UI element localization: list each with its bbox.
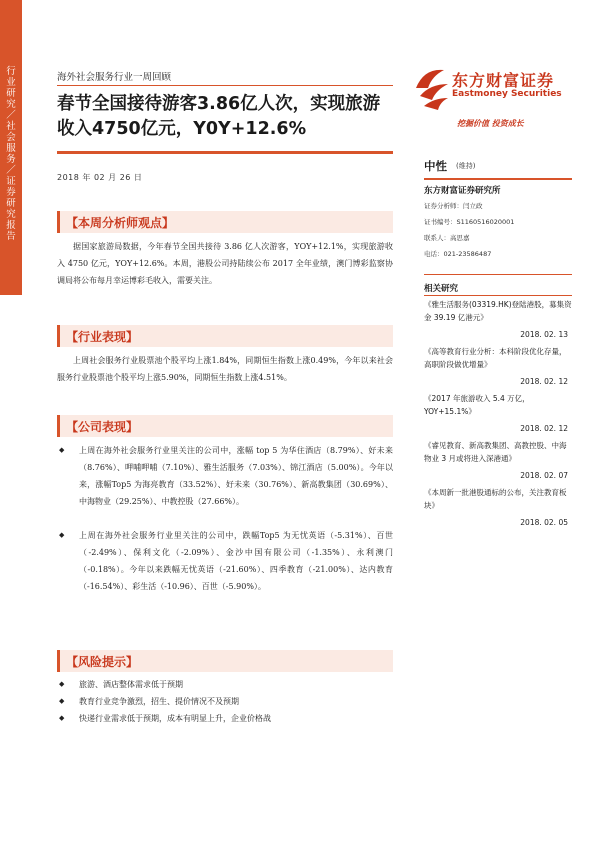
section-risk (57, 650, 393, 672)
side-vertical-text: 行业研究／社会服务／证券研究报告 (6, 66, 16, 242)
related-date: 2018. 02. 12 (520, 377, 568, 386)
related-rule (424, 295, 572, 296)
related-title: 相关研究 (424, 284, 459, 294)
related-item[interactable]: 《睿见教育、新高教集团、高教控股、中海物业 3 月或将进入深港通》 (424, 441, 567, 463)
header-rule (57, 85, 393, 86)
cert-number: 证书编号：S1160516020001 (424, 218, 515, 226)
section-title: 【公司表现】 (66, 420, 139, 434)
report-type: 海外社会服务行业一周回顾 (57, 72, 172, 83)
phone-number: 电话：021-23586487 (424, 250, 492, 258)
diamond-bullet-icon: ◆ (59, 714, 65, 722)
related-item[interactable]: 《本周新一批港股通标的公布，关注教育板块》 (424, 488, 567, 510)
risk-bullet (57, 710, 393, 727)
related-item[interactable]: 《高等教育行业分析：本科阶段优化存量，高职阶段做优增量》 (424, 347, 567, 369)
logo-name-cn: 东方财富证券 (452, 71, 555, 90)
rating-sub: (维持) (456, 162, 476, 170)
section-title: 【行业表现】 (66, 330, 139, 344)
related-date: 2018. 02. 12 (520, 424, 568, 433)
analyst-name: 证券分析师：闫立政 (424, 202, 483, 210)
diamond-bullet-icon: ◆ (59, 697, 65, 705)
related-date: 2018. 02. 13 (520, 330, 568, 339)
section-analyst-view (57, 211, 393, 233)
industry-text: 上周社会服务行业股票池个股平均上涨1.84%，同期恒生指数上涨0.49%，今年以来社会服务行业股票池个股平均上涨5.90%，同期恒生指数上涨4.51%。 (57, 356, 393, 382)
section-title: 【风险提示】 (66, 655, 139, 669)
related-item[interactable]: 《雅生活服务(03319.HK)登陆港股，募集资金 39.19 亿港元》 (424, 300, 572, 322)
risk-bullet (57, 676, 393, 693)
related-item[interactable]: 《2017 年旅游收入 5.4 万亿，YOY+15.1%》 (424, 394, 530, 416)
related-date: 2018. 02. 05 (520, 518, 568, 527)
bullet-text: 上周在海外社会服务行业里关注的公司中，涨幅 top 5 为华住酒店（8.79%）、好未来（8.76%）、呷哺呷哺（7.10%）、雅生活服务（7.03%）、锦江酒店（5.00%）。今年以来，涨幅Top5 为海亮教育（33.52%）、好未来（30.76%）、新高教集团（30.69%）、中海物业（29.25%）、中教控股（27.66%）。 (79, 446, 393, 506)
diamond-bullet-icon: ◆ (59, 680, 65, 688)
report-date: 2018 年 02 月 26 日 (57, 173, 143, 182)
rating-label: 中性 (424, 159, 447, 173)
risk-bullet (57, 693, 393, 710)
bullet-text: 旅游、酒店整体需求低于预期 (79, 680, 183, 689)
bullet-text: 教育行业竞争激烈，招生、提价情况不及预期 (79, 697, 239, 706)
bullet-text: 快递行业需求低于预期，成本有明显上升，企业价格战 (79, 714, 271, 723)
page-title: 春节全国接待游客3.86亿人次，实现旅游收入4750亿元，Y0Y+12.6% (57, 94, 381, 139)
section-company (57, 415, 393, 437)
title-rule (57, 151, 393, 154)
rating-rule (424, 178, 572, 180)
bullet-text: 上周在海外社会服务行业里关注的公司中，跌幅Top5 为无忧英语（-5.31%）、百世（-2.49%）、保利文化（-2.09%）、金沙中国有限公司（-1.35%）、永利澳门（-0.18%）。今年以来跌幅无忧英语（-21.60%）、四季教育（-21.00%）、达内教育（-16.54%）、彩生活（-10.96）、百世（-5.90%）。 (79, 531, 393, 591)
side-band (0, 0, 22, 295)
diamond-bullet-icon: ◆ (59, 531, 65, 539)
logo-name-en: Eastmoney Securities (452, 89, 562, 99)
section-title: 【本周分析师观点】 (66, 216, 175, 230)
related-rule-top (424, 274, 572, 275)
analyst-view-text: 据国家旅游局数据，今年春节全国共接待 3.86 亿人次游客，YOY+12.1%，实现旅游收入 4750 亿元，YOY+12.6%。本周，港股公司持陆续公布 2017 全年业绩，澳门博彩监察协调局将公布每月幸运博彩毛收入，需要关注。 (57, 242, 393, 285)
contact-name: 联系人：高思嘉 (424, 234, 470, 242)
related-date: 2018. 02. 07 (520, 471, 568, 480)
logo-slogan: 挖掘价值 投资成长 (457, 119, 524, 128)
diamond-bullet-icon: ◆ (59, 446, 65, 454)
company-bullet (57, 527, 393, 595)
section-industry (57, 325, 393, 347)
company-bullet (57, 442, 393, 510)
company-name: 东方财富证券研究所 (424, 186, 501, 196)
